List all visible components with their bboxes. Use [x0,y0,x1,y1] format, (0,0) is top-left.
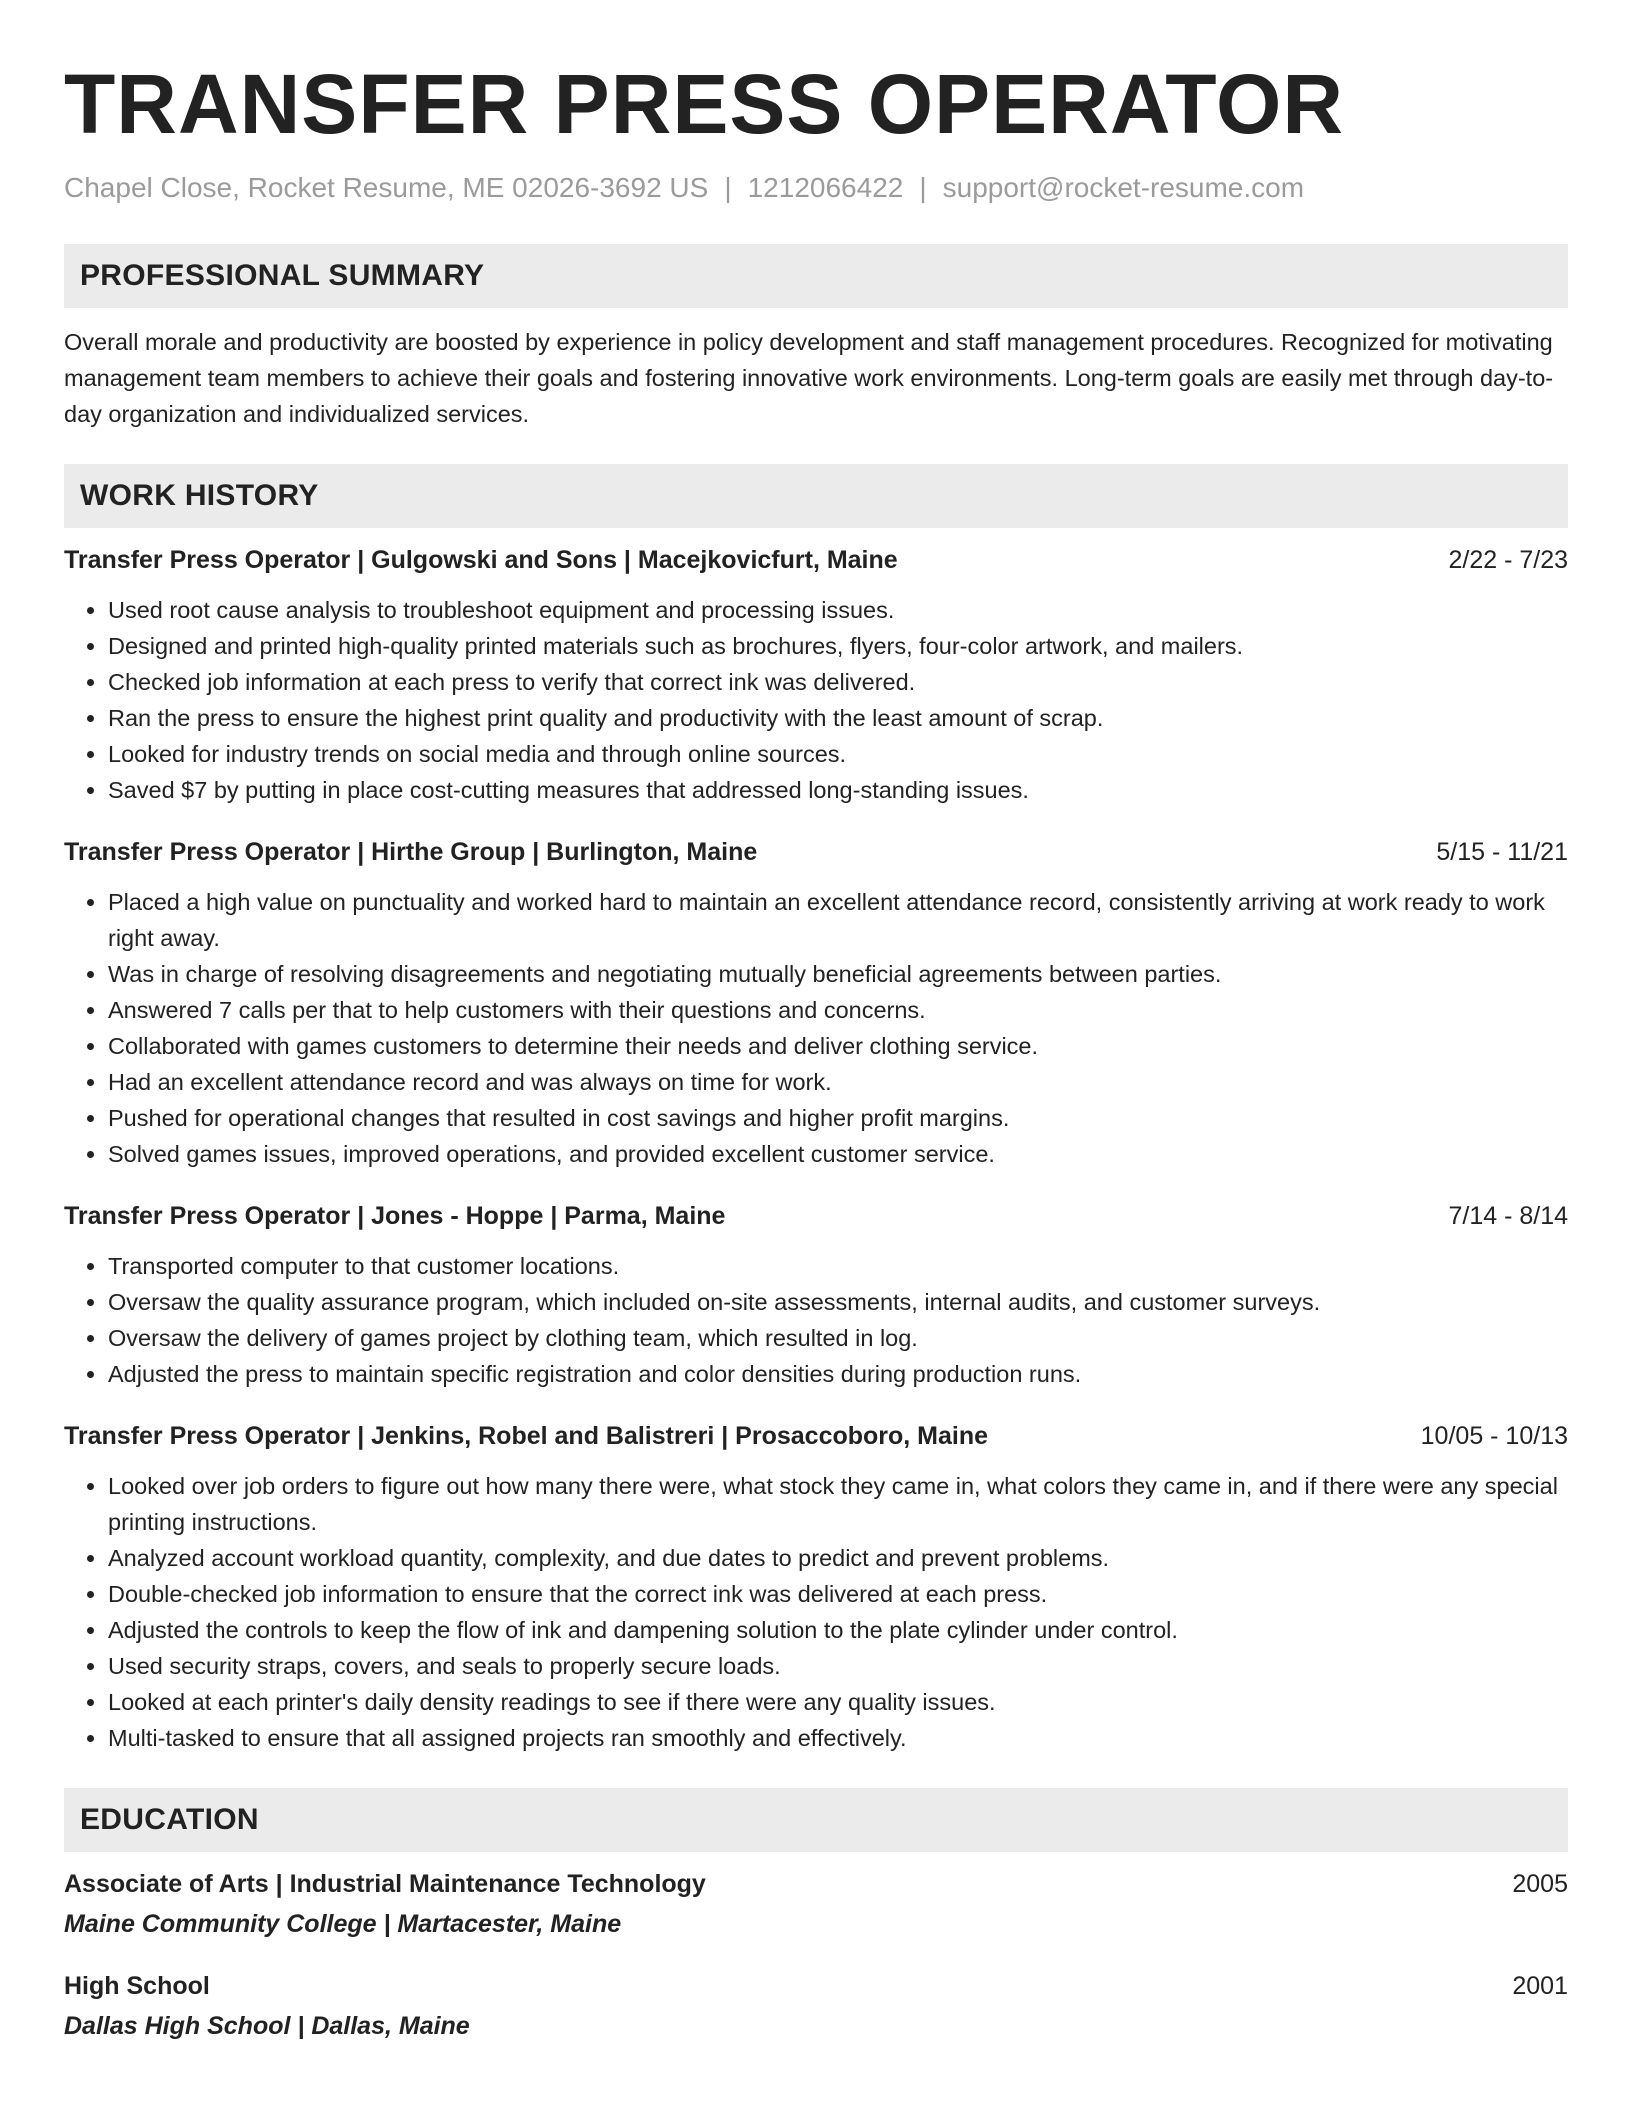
education-school: Dallas High School | Dallas, Maine [64,2012,470,2040]
education-school: Maine Community College | Martacester, Maine [64,1910,622,1938]
job-bullet-list [64,1468,1568,1756]
list-item: • Looked at each printer's daily density readings to see if there were any quality issues. [108,1684,1568,1720]
list-item: • Designed and printed high-quality printed materials such as brochures, flyers, four-color artwork, and mailers. [108,628,1568,664]
list-item: • Analyzed account workload quantity, complexity, and due dates to predict and prevent problems. [108,1540,1568,1576]
section-header-summary [64,244,1568,308]
job-title: Transfer Press Operator | Jones - Hoppe | Parma, Maine [64,1202,726,1230]
job-dates: 7/14 - 8/14 [1448,1202,1568,1230]
education-list [64,1866,1568,2044]
list-item: • Ran the press to ensure the highest print quality and productivity with the least amount of scrap. [108,700,1568,736]
job-title: Transfer Press Operator | Hirthe Group | Burlington, Maine [64,838,758,866]
education-header [64,1968,1568,2004]
job-header [64,1418,1568,1454]
contact-address: Chapel Close, Rocket Resume, ME 02026-3692 US [64,172,709,203]
section-title-work-history: WORK HISTORY [80,479,319,512]
job-entry [64,542,1568,808]
section-title-education: EDUCATION [80,1803,259,1836]
job-dates: 2/22 - 7/23 [1448,546,1568,574]
list-item: • Looked over job orders to figure out how many there were, what stock they came in, what colors they came in, and if there were any special printing instructions. [108,1468,1568,1540]
list-item: • Checked job information at each press to verify that correct ink was delivered. [108,664,1568,700]
job-entry [64,834,1568,1172]
list-item: • Adjusted the press to maintain specific registration and color densities during production runs. [108,1356,1568,1392]
list-item: • Looked for industry trends on social media and through online sources. [108,736,1568,772]
list-item: • Pushed for operational changes that resulted in cost savings and higher profit margins. [108,1100,1568,1136]
job-dates: 10/05 - 10/13 [1420,1422,1568,1450]
list-item: • Used root cause analysis to troubleshoot equipment and processing issues. [108,592,1568,628]
job-dates: 5/15 - 11/21 [1436,838,1568,866]
list-item: • Oversaw the delivery of games project by clothing team, which resulted in log. [108,1320,1568,1356]
education-year: 2005 [1512,1870,1568,1898]
education-year: 2001 [1512,1972,1568,2000]
job-bullet-list [64,592,1568,808]
contact-separator: | [919,172,927,203]
section-header-education [64,1788,1568,1852]
job-header [64,542,1568,578]
list-item: • Solved games issues, improved operations, and provided excellent customer service. [108,1136,1568,1172]
job-header [64,1198,1568,1234]
list-item: • Multi-tasked to ensure that all assigned projects ran smoothly and effectively. [108,1720,1568,1756]
list-item: • Placed a high value on punctuality and worked hard to maintain an excellent attendance record, consistently arriving at work ready to work right away. [108,884,1568,956]
summary-text: Overall morale and productivity are boosted by experience in policy development and staff management procedures. Recognized for motivating management team members to achieve their goals and fostering innovative work environments. Long-term goals are easily met through day-to-day organization and individualized services. [64,329,1554,427]
education-entry [64,1866,1568,1942]
job-entry [64,1198,1568,1392]
list-item: • Answered 7 calls per that to help customers with their questions and concerns. [108,992,1568,1028]
job-entry [64,1418,1568,1756]
job-bullet-list [64,1248,1568,1392]
list-item: • Collaborated with games customers to determine their needs and deliver clothing service. [108,1028,1568,1064]
education-entry [64,1968,1568,2044]
education-degree: Associate of Arts | Industrial Maintenance Technology [64,1870,706,1898]
contact-email: support@rocket-resume.com [942,172,1305,203]
job-title: Transfer Press Operator | Gulgowski and Sons | Macejkovicfurt, Maine [64,546,898,574]
education-degree: High School [64,1972,210,2000]
contact-line [64,170,1568,206]
list-item: • Transported computer to that customer locations. [108,1248,1568,1284]
list-item: • Adjusted the controls to keep the flow of ink and dampening solution to the plate cylinder under control. [108,1612,1568,1648]
list-item: • Oversaw the quality assurance program, which included on-site assessments, internal audits, and customer surveys. [108,1284,1568,1320]
candidate-name: TRANSFER PRESS OPERATOR [64,57,1345,151]
list-item: • Had an excellent attendance record and was always on time for work. [108,1064,1568,1100]
list-item: • Was in charge of resolving disagreements and negotiating mutually beneficial agreements between parties. [108,956,1568,992]
list-item: • Used security straps, covers, and seals to properly secure loads. [108,1648,1568,1684]
work-history-list [64,542,1568,1756]
section-title-summary: PROFESSIONAL SUMMARY [80,259,485,292]
job-title: Transfer Press Operator | Jenkins, Robel and Balistreri | Prosaccoboro, Maine [64,1422,989,1450]
job-header [64,834,1568,870]
section-header-work-history [64,464,1568,528]
contact-separator: | [724,172,732,203]
contact-phone: 1212066422 [747,172,904,203]
education-header [64,1866,1568,1902]
job-bullet-list [64,884,1568,1172]
list-item: • Double-checked job information to ensure that the correct ink was delivered at each press. [108,1576,1568,1612]
list-item: • Saved $7 by putting in place cost-cutting measures that addressed long-standing issues. [108,772,1568,808]
